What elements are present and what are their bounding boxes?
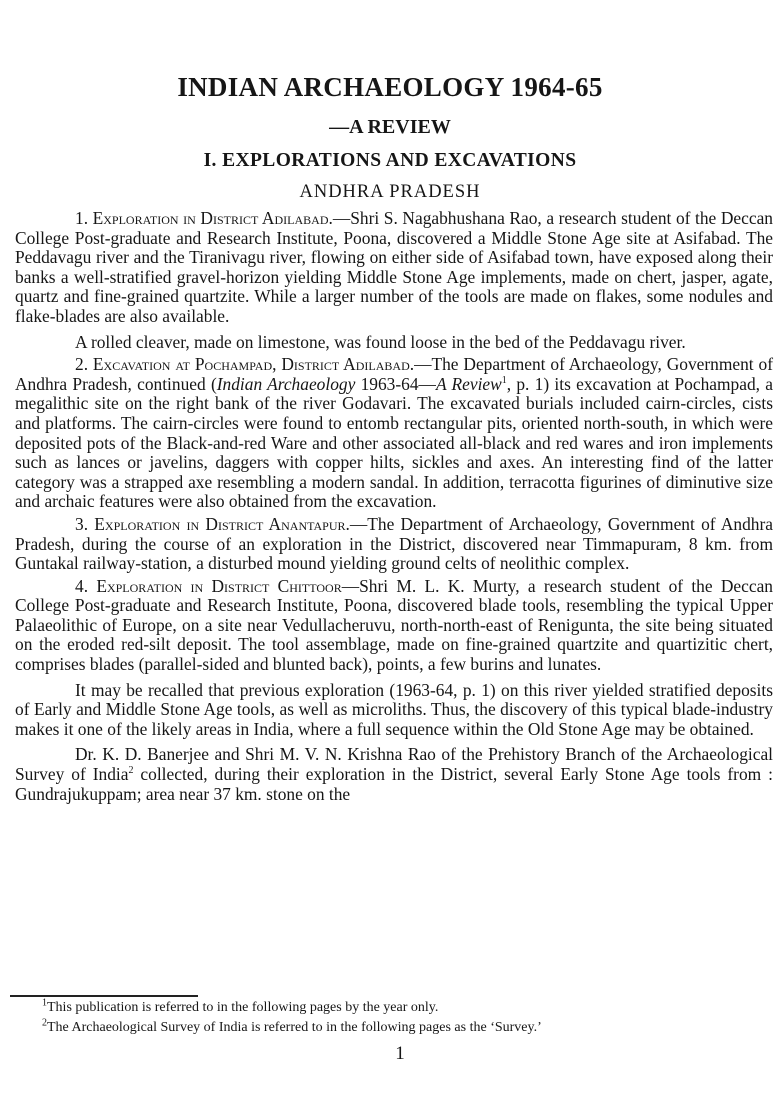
footnote-ref: 1 <box>501 374 507 386</box>
footnote-mark: 1 <box>42 997 47 1009</box>
paragraph <box>15 577 773 675</box>
paragraph <box>15 681 773 740</box>
paragraph-lead: 1. Exploration in District Adilabad. <box>75 208 333 228</box>
section-heading: I. EXPLORATIONS AND EXCAVATIONS <box>203 150 577 171</box>
paragraph-text: It may be recalled that previous exploration (1963-64, p. 1) on this river yielded stratified deposits of Early and Middle Stone Age tools, as well as microliths. Thus, the discovery of this typical blade-industry makes it one of the likely areas in India, where a full sequence within the Old Stone Age may be obtained. <box>15 679 773 739</box>
page-title: INDIAN ARCHAEOLOGY 1964-65 <box>177 72 603 102</box>
paragraph-text: collected, during their exploration in the District, several Early Stone Age tools from : Gundrajukuppam; area near 37 km. stone on the <box>15 764 773 804</box>
journal-title: Indian Archaeology <box>216 373 356 394</box>
footnote-mark: 2 <box>42 1017 47 1029</box>
footnote <box>42 997 439 1016</box>
paragraph-text: A rolled cleaver, made on limestone, was found loose in the bed of the Peddavagu river. <box>75 331 686 352</box>
paragraph <box>15 333 773 353</box>
page-number: 1 <box>395 1043 405 1064</box>
page-subtitle: —A REVIEW <box>329 116 451 138</box>
body-text <box>15 209 773 804</box>
paragraph-lead: 3. Exploration in District Anantapur. <box>75 513 350 534</box>
paragraph-text: —Shri S. Nagabhushana Rao, a research student of the Deccan College Post-graduate and Research Institute, Poona, discovered a Middle Stone Age site at Asifabad. The Peddavagu river and the Tiranivagu river, flowing on either side of Asifabad town, have exposed along their banks a well-stratified gravel-horizon yielding Middle Stone Age implements, made on chert, jasper, agate, quartz and fine-grained quartzite. While a larger number of the tools are made on flakes, some nodules and flake-blades are also available. <box>15 208 773 326</box>
paragraph <box>15 515 773 574</box>
paragraph-text: —The Department of Archaeology, Government of Andhra Pradesh, during the course of an exploration in the District, discovered near Timmapuram, 8 km. from Guntakal railway-station, a disturbed mound yielding ground celts of neolithic complex. <box>15 513 773 574</box>
paragraph-text: —The Department of Archaeology, Government of Andhra Pradesh, continued ( <box>15 354 774 394</box>
paragraph <box>15 745 773 804</box>
journal-title: A Review <box>435 373 502 394</box>
footnote <box>42 1017 542 1036</box>
state-heading: ANDHRA PRADESH <box>299 182 481 202</box>
paragraph-lead: 4. Exploration in District Chittoor <box>75 575 342 596</box>
footnote-divider <box>10 995 198 997</box>
paragraph-text: , p. 1) its excavation at Pochampad, a megalithic site on the right bank of the river Godavari. The excavated burials included cairn-circles, cists and platforms. The cairn-circles were found to entomb rectangular pits, oriented north-south, in which were deposited pots of the Black-and-red Ware and other associated all-black and red wares and iron implements such as lances or javelins, daggers with copper hilts, sickles and axes. An interesting find of the latter category was a strapped axe resembling a modern sandal. In addition, terracotta figurines of diminutive size and archaic features were also obtained from the excavation. <box>15 373 773 512</box>
paragraph <box>15 209 773 327</box>
paragraph-text: Dr. K. D. Banerjee and Shri M. V. N. Krishna Rao of the Prehistory Branch of the Archaeological Survey of India <box>15 744 773 785</box>
paragraph-text: 1963-64— <box>355 373 436 394</box>
footnote-text: This publication is referred to in the following pages by the year only. <box>47 1000 439 1015</box>
paragraph-text: —Shri M. L. K. Murty, a research student of the Deccan College Post-graduate and Research Institute, Poona, discovered blade tools, resembling the typical Upper Palaeolithic of Europe, on a site near Vedullacheruvu, north-north-east of Renigunta, the site being situated on the eroded red-silt deposit. The tool assemblage, made on fine-grained quartzite and quartizitic chert, comprises blades (parallel-sided and blunted back), points, a few burins and lunates. <box>15 575 773 675</box>
footnote-ref: 2 <box>128 765 134 777</box>
paragraph-lead: 2. Excavation at Pochampad, District Adilabad. <box>75 354 415 375</box>
paragraph <box>15 355 773 512</box>
footnote-text: The Archaeological Survey of India is referred to in the following pages as the ‘Survey.’ <box>47 1020 542 1035</box>
